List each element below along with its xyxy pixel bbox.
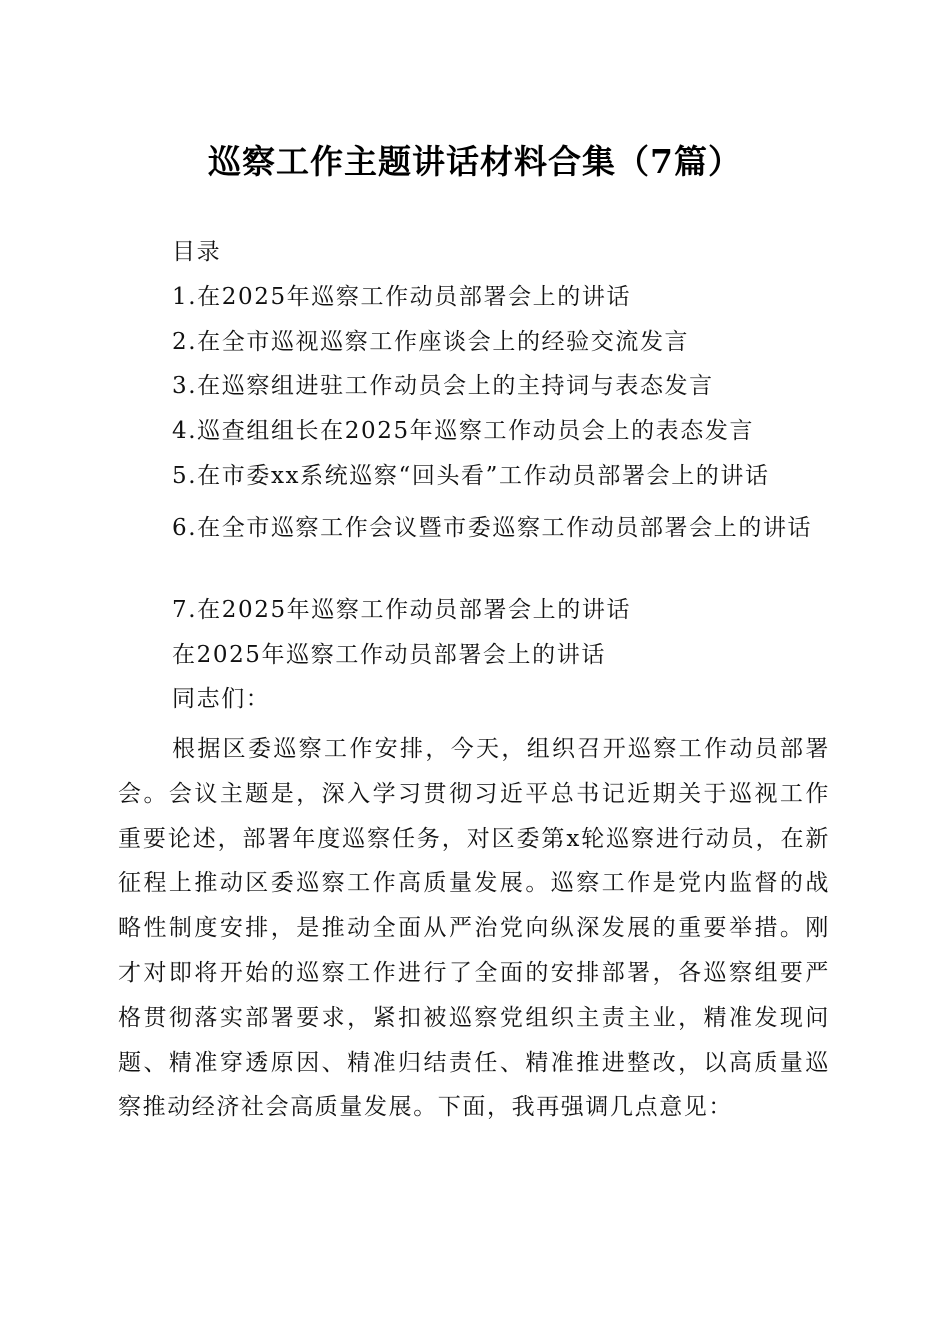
toc-item-2: 2.在全市巡视巡察工作座谈会上的经验交流发言 — [172, 329, 690, 355]
toc-item-3: 3.在巡察组进驻工作动员会上的主持词与表态发言 — [172, 373, 714, 399]
greeting: 同志们： — [172, 686, 271, 712]
document-title: 巡察工作主题讲话材料合集（7篇） — [208, 142, 742, 181]
toc-item-7: 7.在2025年巡察工作动员部署会上的讲话 — [172, 597, 632, 623]
toc-item-6: 6.在全市巡察工作会议暨市委巡察工作动员部署会上的讲话 — [172, 515, 813, 541]
toc-heading: 目录 — [172, 239, 222, 265]
toc-item-5: 5.在市委xx系统巡察“回头看”工作动员部署会上的讲话 — [172, 463, 770, 489]
section-title: 在2025年巡察工作动员部署会上的讲话 — [172, 642, 606, 668]
body-paragraph: 根据区委巡察工作安排，今天，组织召开巡察工作动员部署会。会议主题是，深入学习贯彻习近平总书记近期关于巡视工作重要论述，部署年度巡察任务，对区委第x轮巡察进行动员，在新征程上推动区委巡察工作高质量发展。巡察工作是党内监督的战略性制度安排，是推动全面从严治党向纵深发展的重要举措。刚才对即将开始的巡察工作进行了全面的安排部署，各巡察组要严格贯彻落实部署要求，紧扣被巡察党组织主责主业，精准发现问题、精准穿透原因、精准归结责任、精准推进整改，以高质量巡察推动经济社会高质量发展。下面，我再强调几点意见： — [118, 736, 830, 1121]
toc-item-4: 4.巡查组组长在2025年巡察工作动员会上的表态发言 — [172, 418, 755, 444]
toc-item-1: 1.在2025年巡察工作动员部署会上的讲话 — [172, 284, 632, 310]
